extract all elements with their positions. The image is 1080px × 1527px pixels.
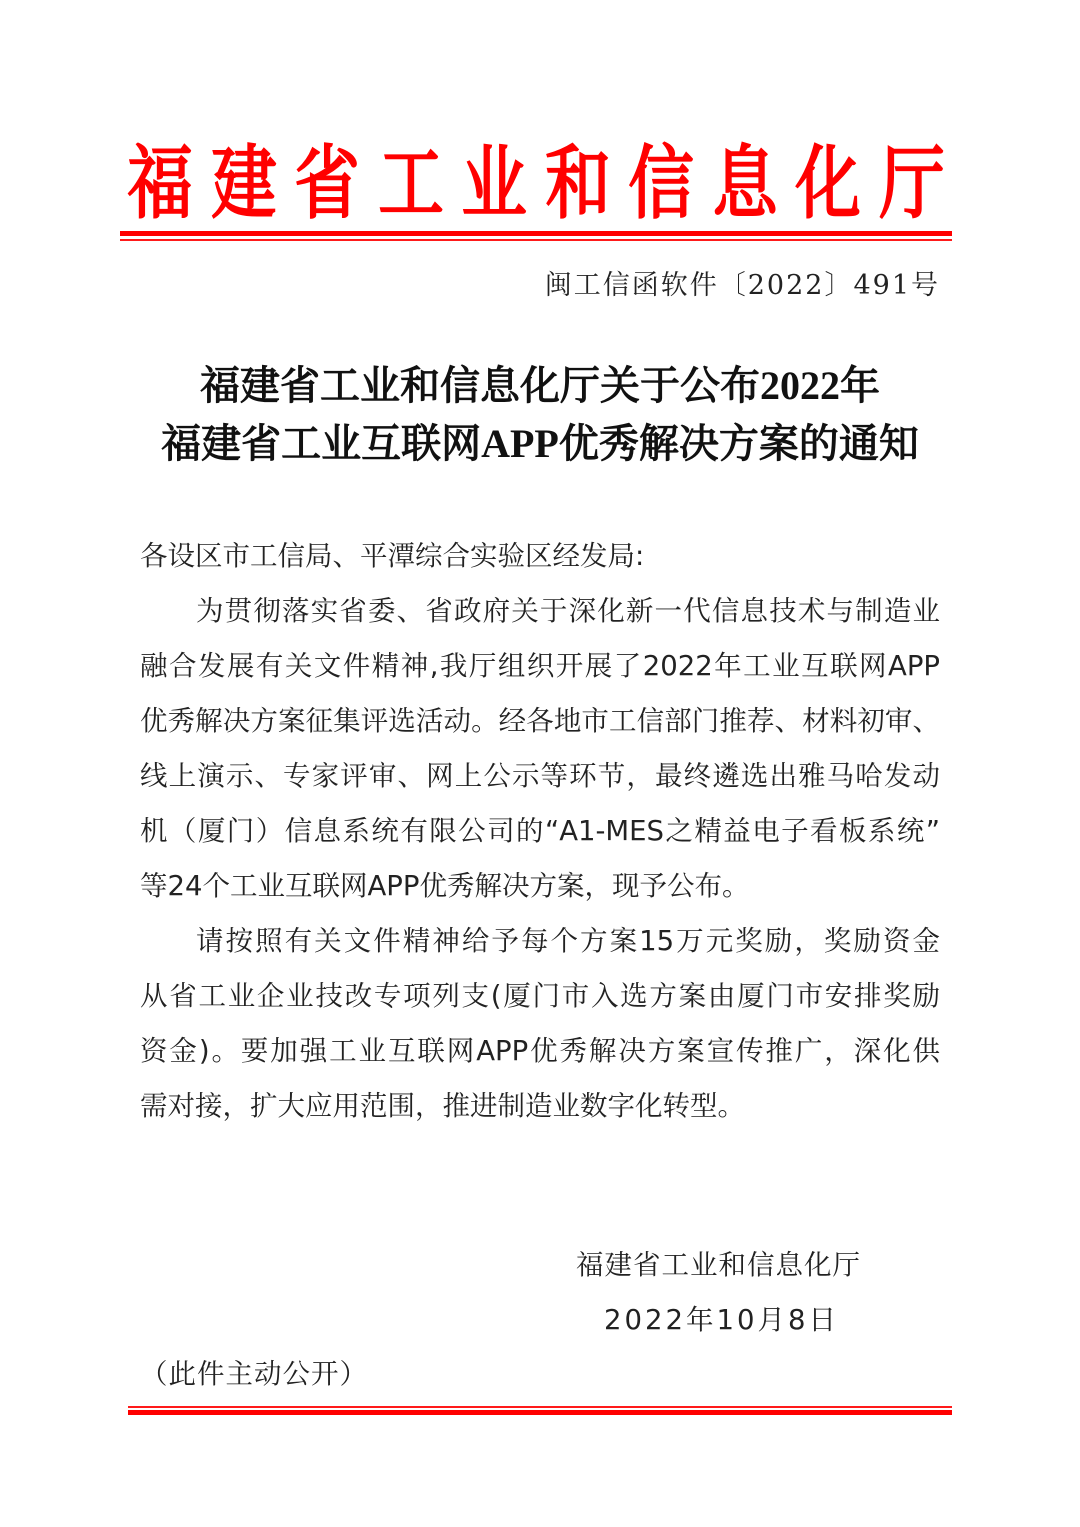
body-line: 优秀解决方案征集评选活动。经各地市工信部门推荐、材料初审、 <box>140 705 940 737</box>
body-line: 机（厦门）信息系统有限公司的“A1-MES之精益电子看板系统” <box>140 815 940 847</box>
footer-rule-thick <box>128 1410 952 1415</box>
document-title-line-2: 福建省工业互联网APP优秀解决方案的通知 <box>161 421 919 466</box>
masthead-agency-name <box>120 136 952 230</box>
masthead-char: 息 <box>712 136 778 230</box>
masthead-char: 省 <box>294 136 360 230</box>
body-line: 请按照有关文件精神给予每个方案15万元奖励，奖励资金 <box>196 925 940 957</box>
masthead-rule-thick <box>120 231 952 236</box>
footer-rule-thin <box>128 1406 952 1408</box>
signature-organization: 福建省工业和信息化厅 <box>576 1249 861 1281</box>
masthead-char: 业 <box>461 136 527 230</box>
body-line: 融合发展有关文件精神,我厅组织开展了2022年工业互联网APP <box>140 650 940 682</box>
signature-date: 2022年10月8日 <box>604 1304 839 1336</box>
document-title-line-1: 福建省工业和信息化厅关于公布2022年 <box>200 363 880 408</box>
masthead-char: 化 <box>795 136 862 230</box>
disclosure-note: （此件主动公开） <box>140 1358 368 1390</box>
body-line: 线上演示、专家评审、网上公示等环节，最终遴选出雅马哈发动 <box>140 760 940 792</box>
masthead-char: 厅 <box>879 136 945 230</box>
body-line: 资金)。要加强工业互联网APP优秀解决方案宣传推广，深化供 <box>140 1035 940 1067</box>
body-line: 需对接，扩大应用范围，推进制造业数字化转型。 <box>140 1090 745 1122</box>
masthead-rule-thin <box>120 239 952 241</box>
body-line: 从省工业企业技改专项列支(厦门市入选方案由厦门市安排奖励 <box>140 980 940 1012</box>
body-line: 为贯彻落实省委、省政府关于深化新一代信息技术与制造业 <box>196 595 940 627</box>
masthead-char: 建 <box>210 136 277 230</box>
body-line: 等24个工业互联网APP优秀解决方案，现予公布。 <box>140 870 750 902</box>
masthead-char: 工 <box>377 136 444 230</box>
masthead-char: 信 <box>628 136 695 230</box>
masthead-char: 和 <box>544 136 611 230</box>
salutation: 各设区市工信局、平潭综合实验区经发局: <box>140 540 645 572</box>
masthead-char: 福 <box>127 136 193 230</box>
document-number: 闽工信函软件〔2022〕491号 <box>544 270 940 301</box>
